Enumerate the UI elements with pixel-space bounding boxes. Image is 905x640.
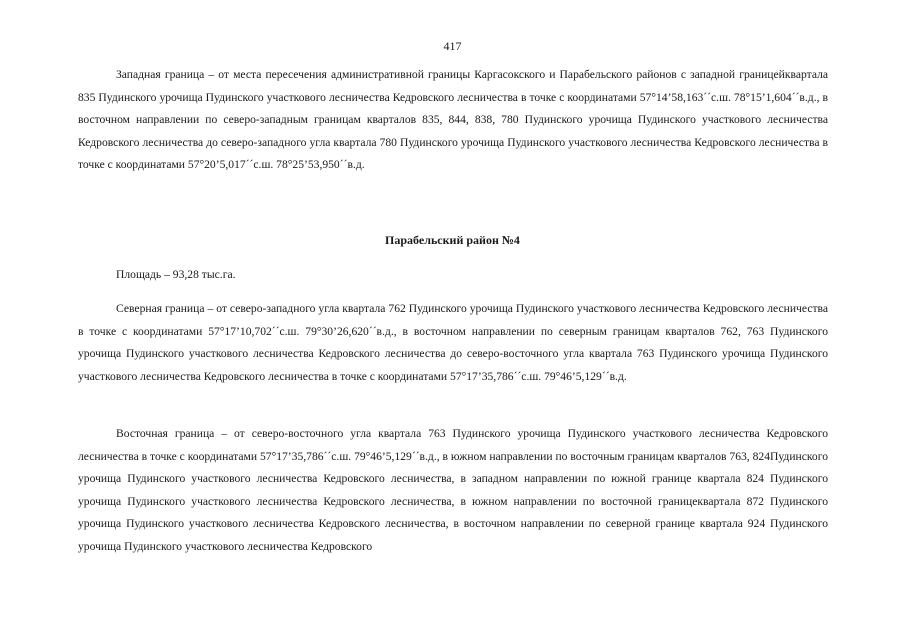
west-boundary-paragraph: Западная граница – от места пересечения административной границы Каргасокского и Парабельского районов с западной границейквартала 835 Пудинского урочища Пудинского участкового лесничества Кедровского лесничества в точке с координатами 57°14’58,163´´с.ш. 78°15’1,604´´в.д., в восточном направлении по северо-западным границам кварталов 835, 844, 838, 780 Пудинского урочища Пудинского участкового лесничества Кедровского лесничества до северо-западного угла квартала 780 Пудинского урочища Пудинского участкового лесничества Кедровского лесничества в точке с координатами 57°20’5,017´´с.ш. 78°25’53,950´´в.д. [78,68,828,171]
page-number: 417 [443,39,462,53]
east-boundary-paragraph: Восточная граница – от северо-восточного угла квартала 763 Пудинского урочища Пудинского участкового лесничества Кедровского лесничества в точке с координатами 57°17’35,786´´с.ш. 79°46’5,129´´в.д., в южном направлении по восточным границам кварталов 763, 824Пудинского урочища Пудинского участкового лесничества Кедровского лесничества, в западном направлении по южной границе квартала 824 Пудинского урочища Пудинского участкового лесничества Кедровского лесничества, в южном направлении по восточной границеквартала 872 Пудинского урочища Пудинского участкового лесничества Кедровского лесничества, в восточном направлении по северной границе квартала 924 Пудинского урочища Пудинского участкового лесничества Кедровского [78,427,828,553]
area-paragraph: Площадь – 93,28 тыс.га. [116,268,236,281]
north-boundary-paragraph: Северная граница – от северо-западного угла квартала 762 Пудинского урочища Пудинского участкового лесничества Кедровского лесничества в точке с координатами 57°17’10,702´´с.ш. 79°30’26,620´´в.д., в восточном направлении по северным границам кварталов 762, 763 Пудинского урочища Пудинского участкового лесничества Кедровского лесничества до северо-восточного угла квартала 763 Пудинского урочища Пудинского участкового лесничества Кедровского лесничества в точке с координатами 57°17’35,786´´с.ш. 79°46’5,129´´в.д. [78,302,828,383]
district-heading: Парабельский район №4 [385,233,520,247]
